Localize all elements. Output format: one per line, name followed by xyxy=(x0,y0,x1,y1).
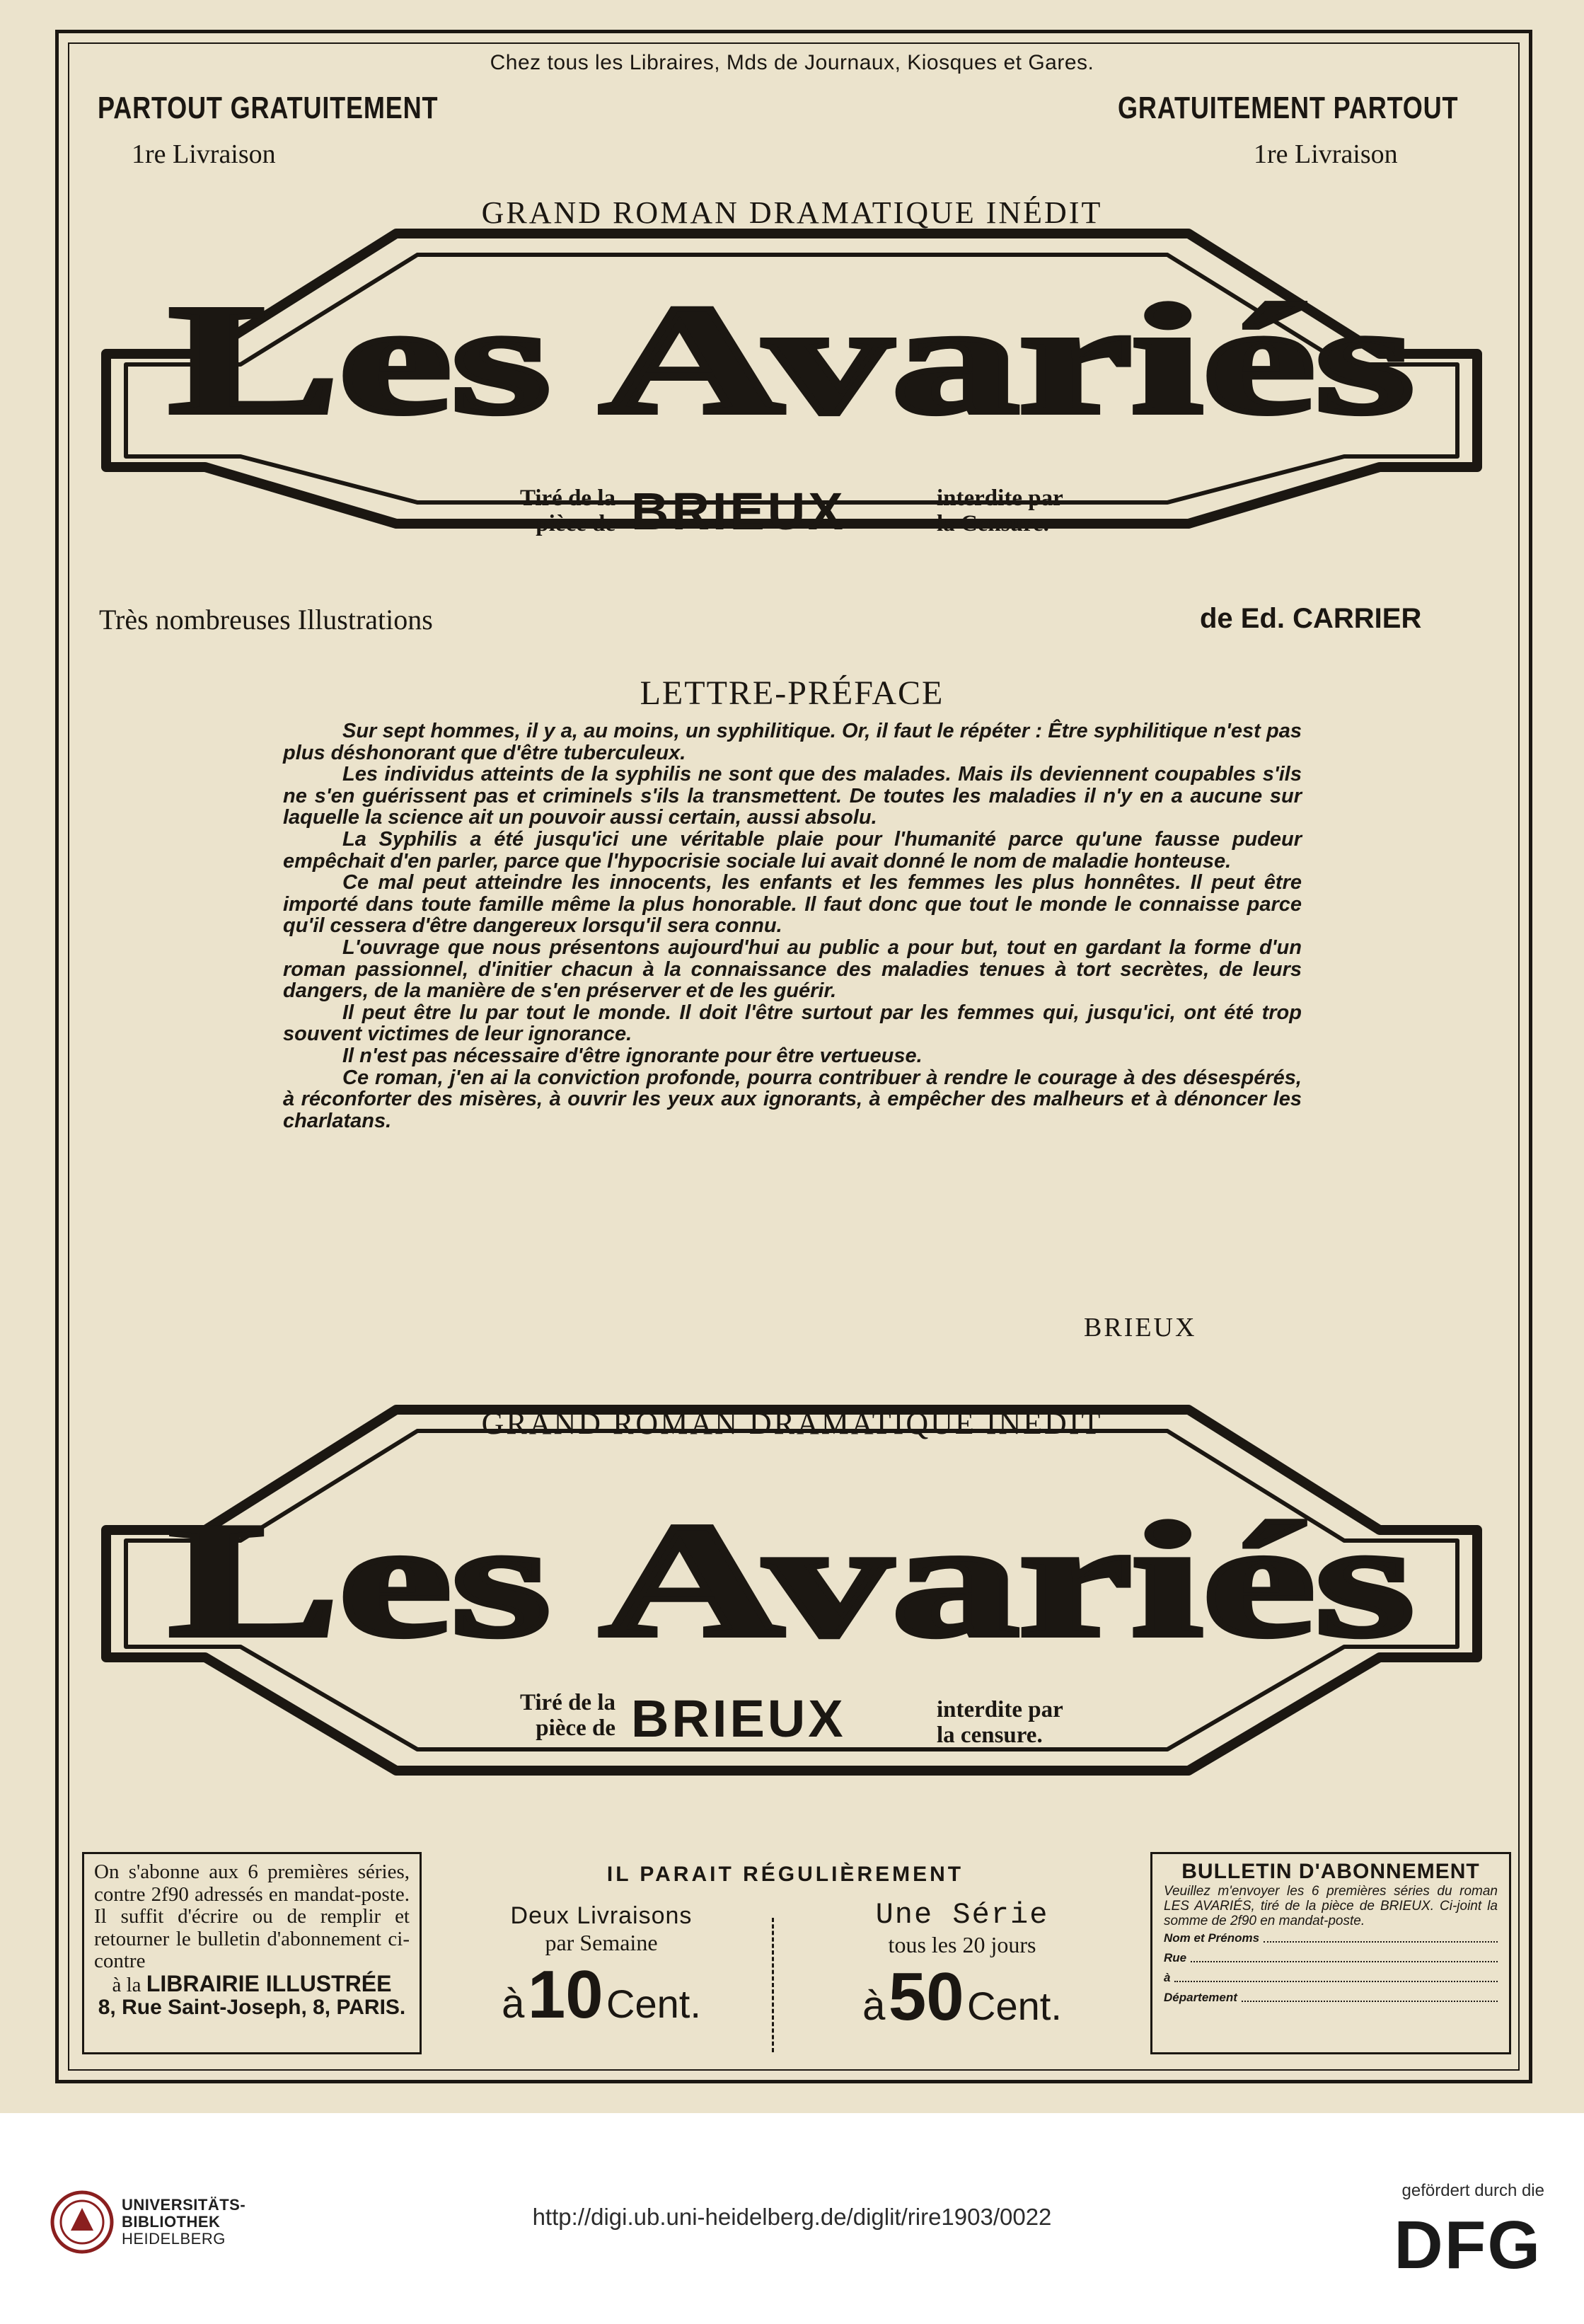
illustrations-left: Très nombreuses Illustrations xyxy=(99,604,433,635)
librairie-address: 8, Rue Saint-Joseph, 8, PARIS. xyxy=(98,1996,406,2019)
col1-sub: par Semaine xyxy=(545,1930,658,1955)
col1-price xyxy=(424,1956,778,2034)
bulletin-field-line xyxy=(1264,1928,1498,1943)
lettre-paragraph: Les individus atteints de la syphilis ne sont que des malades. Mais ils deviennent coupables s'ils ne s'en guérissent pas et criminels s'ils la transmettent. De toutes les maladies il n'y en a aucune sur laquelle la science ait un pouvoir aussi certain, aussi absolu. xyxy=(283,763,1302,829)
footer-bar xyxy=(0,2113,1584,2324)
bulletin-box xyxy=(1150,1852,1511,2054)
block1-interdite-line1: interdite par xyxy=(937,485,1063,511)
bulletin-field-ville[interactable] xyxy=(1164,1968,1498,1988)
block2-subtitle: GRAND ROMAN DRAMATIQUE INÉDIT xyxy=(481,1406,1103,1441)
block1-subtitle: GRAND ROMAN DRAMATIQUE INÉDIT xyxy=(481,195,1103,230)
col1-prefix: à xyxy=(502,1981,525,2027)
librairie-name: LIBRAIRIE ILLUSTRÉE xyxy=(146,1970,392,1996)
bulletin-field-label: Rue xyxy=(1164,1951,1187,1965)
col1-number: 10 xyxy=(527,1957,603,2032)
block2-tire-line2: pièce de xyxy=(536,1715,615,1741)
block1-interdite-line2: la Censure. xyxy=(937,511,1049,536)
price-divider xyxy=(772,1918,774,2052)
subscription-info-text: On s'abonne aux 6 premières séries, contre 2f90 adressés en mandat-poste. Il suffit d'écrire ou de remplir et retourner le bulletin d'abonnement ci-contre xyxy=(94,1860,410,1972)
bulletin-text: Veuillez m'envoyer les 6 premières séries du roman LES AVARIÉS, tiré de la pièce de BRIEUX. Ci-joint la somme de 2f90 en mandat-poste. xyxy=(1164,1884,1498,1928)
lettre-paragraph: L'ouvrage que nous présentons aujourd'hui au public a pour but, tout en gardant la forme d'un roman passionnel, d'initier chacun à la connaissance des maladies tenues à tort secrètes, de leurs dangers, de la manière de s'en préserver et de les guérir. xyxy=(283,936,1302,1003)
block2-interdite-line2: la censure. xyxy=(937,1722,1043,1748)
block1-author: BRIEUX xyxy=(631,482,846,541)
dfg-logo: DFG xyxy=(1394,2207,1542,2283)
block2-interdite xyxy=(937,1697,1063,1748)
block1-tire xyxy=(453,485,615,536)
university-name-line1: UNIVERSITÄTS- xyxy=(122,2196,246,2214)
block2-tire-line1: Tiré de la xyxy=(519,1690,615,1715)
university-name-line2: BIBLIOTHEK xyxy=(122,2213,221,2231)
parait-heading: IL PARAIT RÉGULIÈREMENT xyxy=(606,1863,964,1886)
bulletin-field-nom[interactable] xyxy=(1164,1928,1498,1948)
lettre-body xyxy=(283,720,1302,1132)
bulletin-field-line xyxy=(1191,1948,1498,1962)
lettre-paragraph: Il peut être lu par tout le monde. Il doit l'être surtout par les femmes qui, jusqu'ici, ont été trop souvent victimes de leur ignorance. xyxy=(283,1001,1302,1046)
block1-tire-line2: pièce de xyxy=(536,511,615,536)
block2-title: Les Avariés xyxy=(169,1490,1414,1670)
col1-title: Deux Livraisons xyxy=(510,1902,693,1929)
block1-tire-line1: Tiré de la xyxy=(519,485,615,511)
header-right-title: GRATUITEMENT PARTOUT xyxy=(1118,91,1459,125)
subscription-info-box xyxy=(82,1852,422,2054)
dfg-label: gefördert durch die xyxy=(1401,2181,1544,2200)
lettre-signature: BRIEUX xyxy=(1084,1313,1197,1342)
block2-interdite-line1: interdite par xyxy=(937,1697,1063,1722)
lettre-title: LETTRE-PRÉFACE xyxy=(640,674,944,712)
top-line: Chez tous les Libraires, Mds de Journaux, Kiosques et Gares. xyxy=(490,51,1094,74)
col2-sub: tous les 20 jours xyxy=(888,1932,1036,1957)
col2-number: 50 xyxy=(888,1959,964,2035)
lettre-paragraph: La Syphilis a été jusqu'ici une véritable plaie pour l'humanité parce qu'une fausse pudeur empêchait d'en parler, parce que l'hypocrisie sociale lui avait donné le nom de maladie honteuse. xyxy=(283,827,1302,873)
bulletin-field-label: Département xyxy=(1164,1991,1237,2004)
bulletin-field-line xyxy=(1174,1968,1498,1982)
header-left-livraison: 1re Livraison xyxy=(132,139,276,169)
bulletin-field-departement[interactable] xyxy=(1164,1988,1498,2008)
bulletin-field-label: Nom et Prénoms xyxy=(1164,1931,1260,1945)
lettre-paragraph: Ce mal peut atteindre les innocents, les enfants et les femmes les plus honnêtes. Il peut être importé dans toute famille même la plus honorable. Il faut donc que tout le monde le connaisse parce qu'il cessera d'être dangereux lorsqu'il sera connu. xyxy=(283,871,1302,938)
price-column-livraisons xyxy=(424,1902,778,2034)
librairie-line xyxy=(94,1970,410,1997)
header-right-livraison: 1re Livraison xyxy=(1254,139,1398,169)
bulletin-field-label: à xyxy=(1164,1971,1171,1984)
bulletin-field-line xyxy=(1242,1988,1498,2002)
col2-unit: Cent. xyxy=(967,1984,1062,2028)
source-url-link[interactable]: http://digi.ub.uni-heidelberg.de/diglit/rire1903/0022 xyxy=(532,2204,1052,2230)
librairie-prefix: à la xyxy=(112,1973,141,1996)
block1-title: Les Avariés xyxy=(169,273,1414,446)
block1-interdite xyxy=(937,485,1063,536)
university-name-line3: HEIDELBERG xyxy=(122,2230,226,2248)
bulletin-title: BULLETIN D'ABONNEMENT xyxy=(1181,1860,1480,1883)
lettre-paragraph: Il n'est pas nécessaire d'être ignorante pour être vertueuse. xyxy=(342,1044,923,1067)
price-column-serie xyxy=(785,1898,1139,2036)
col2-prefix: à xyxy=(862,1983,886,2029)
header-left-title: PARTOUT GRATUITEMENT xyxy=(98,91,439,125)
col2-title: Une Série xyxy=(875,1898,1049,1932)
block2-tire xyxy=(453,1690,615,1741)
illustrations-right: de Ed. CARRIER xyxy=(1200,603,1422,634)
bulletin-field-rue[interactable] xyxy=(1164,1948,1498,1968)
col1-unit: Cent. xyxy=(606,1981,701,2026)
col2-price xyxy=(785,1958,1139,2036)
lettre-paragraph: Sur sept hommes, il y a, au moins, un syphilitique. Or, il faut le répéter : Être syphilitique n'est pas plus déshonorant que d'être tuberculeux. xyxy=(283,720,1302,764)
block2-author: BRIEUX xyxy=(631,1689,846,1748)
lettre-paragraph: Ce roman, j'en ai la conviction profonde, pourra contribuer à rendre le courage à des désespérés, à réconforter des misères, à ouvrir les yeux aux ignorants, à empêcher des malheurs et à dénoncer les charlatans. xyxy=(283,1066,1302,1132)
